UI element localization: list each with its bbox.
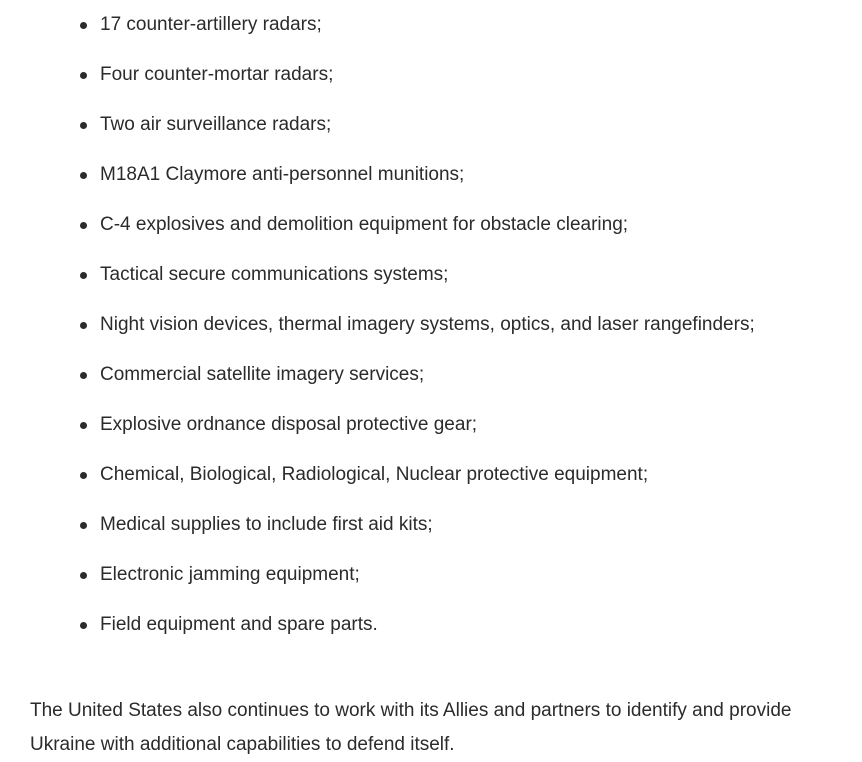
list-item [0,313,862,363]
list-item-text: Field equipment and spare parts. [100,614,378,635]
bullet-icon [80,172,87,179]
list-item-text: Electronic jamming equipment; [100,564,360,585]
list-item [0,463,862,513]
list-item-text: Medical supplies to include first aid kits; [100,514,433,535]
list-item-text: Two air surveillance radars; [100,114,332,135]
list-item-text: Explosive ordnance disposal protective gear; [100,414,478,435]
list-item [0,613,862,663]
bullet-icon [80,422,87,429]
list-item-text: Commercial satellite imagery services; [100,364,425,385]
list-item [0,113,862,163]
list-item-text: 17 counter-artillery radars; [100,14,322,35]
body-paragraph: The United States also continues to work with its Allies and partners to identify and provide Ukraine with additional capabilities to defend itself. [30,700,792,755]
list-item [0,63,862,113]
list-item [0,513,862,563]
bullet-icon [80,472,87,479]
bullet-icon [80,622,87,629]
list-item-text: Night vision devices, thermal imagery systems, optics, and laser rangefinders; [100,314,755,335]
bullet-icon [80,222,87,229]
bullet-icon [80,522,87,529]
bullet-icon [80,372,87,379]
list-item-text: Tactical secure communications systems; [100,264,449,285]
list-item [0,13,862,63]
list-item [0,213,862,263]
bullet-icon [80,272,87,279]
list-item-text: Chemical, Biological, Radiological, Nuclear protective equipment; [100,464,649,485]
list-item-text: C-4 explosives and demolition equipment for obstacle clearing; [100,214,629,235]
bullet-icon [80,22,87,29]
list-item-text: M18A1 Claymore anti-personnel munitions; [100,164,465,185]
bullet-icon [80,72,87,79]
list-item [0,363,862,413]
list-item [0,163,862,213]
bullet-icon [80,322,87,329]
bullet-icon [80,122,87,129]
list-item [0,413,862,463]
list-item-text: Four counter-mortar radars; [100,64,334,85]
bullet-icon [80,572,87,579]
list-item [0,263,862,313]
list-item [0,563,862,613]
